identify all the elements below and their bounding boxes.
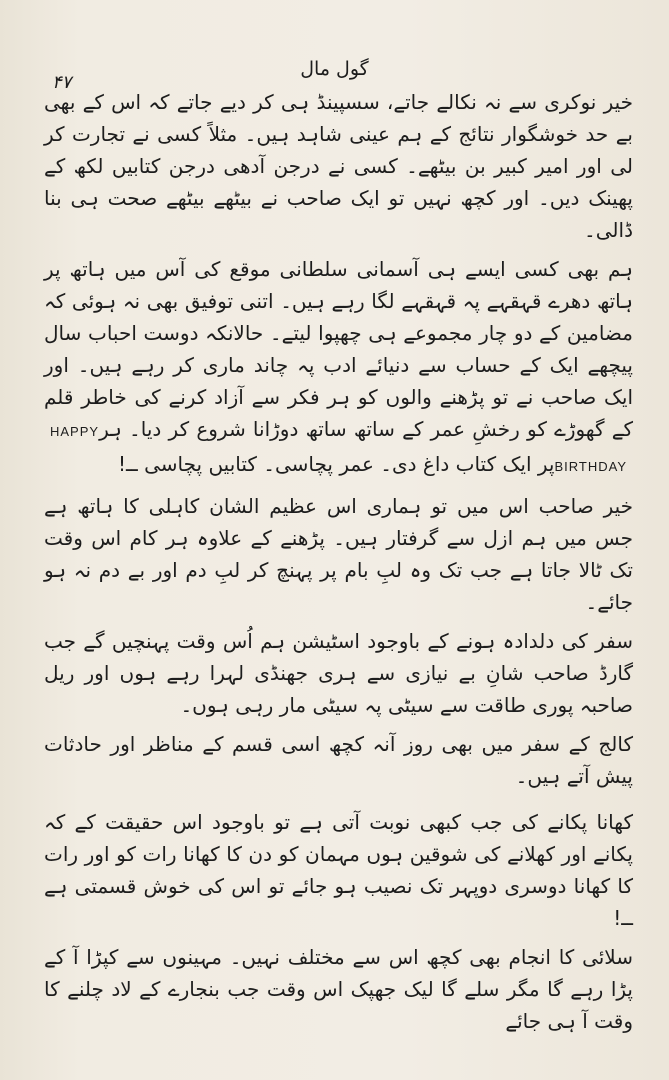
paragraph-3: خیر صاحب اس میں تو ہماری اس عظیم الشان کاہلی کا ہاتھ ہے جس میں ہم ازل سے گرفتار ہیں۔ پڑھنے کے علاوہ ہر کام اس وقت تک ٹالا جاتا ہے جب تک وہ لبِ بام پر پہنچ کر لبِ دم اور بے دم نہ ہو جائے۔ [44,494,633,614]
paragraph-7: سلائی کا انجام بھی کچھ اس سے مختلف نہیں۔ مہینوں سے کپڑا آ کے پڑا رہے گا مگر سلے گا لیک جھپک اس وقت جب بنجارے کے لاد چلنے کا وقت آ ہی جائے [44,945,633,1033]
running-header: گول مال [300,58,369,80]
paragraph-2 [44,253,633,483]
paragraph-2-text: ہم بھی کسی ایسے ہی آسمانی سلطانی موقع کی آس میں ہاتھ پر ہاتھ دھرے قہقہے پہ قہقہے لگا رہے ہیں۔ اتنی توفیق بھی نہ ہوئی کہ مضامین کے دو چار مجموعے ہی چھپوا لیتے۔ حالانکہ دوست احباب سال پیچھے ایک کے حساب سے دنیائے ادب پہ چاند ماری کر رہے ہیں۔ اور ایک صاحب نے تو پڑھنے والوں کو ہر فکر سے آزاد کرنے کی خاطر قلم کے گھوڑے کو رخشِ عمر کے ساتھ ساتھ دوڑانا شروع کر دیا۔ ہر [44,257,633,441]
paragraph-5: کالج کے سفر میں بھی روز آنہ کچھ اسی قسم کے مناظر اور حادثات پیش آتے ہیں۔ [44,732,633,788]
paragraph-4: سفر کی دلدادہ ہونے کے باوجود اسٹیشن ہم اُس وقت پہنچیں گے جب گارڈ صاحب شانِ بے نیازی سے ہری جھنڈی لہرا رہے ہوں اور ریل صاحبہ پوری طاقت سے سیٹی پہ سیٹی مار رہی ہوں۔ [44,629,633,717]
page-body [44,86,633,1044]
paragraph-6: کھانا پکانے کی جب کبھی نوبت آتی ہے تو باوجود اس حقیقت کے کہ پکانے اور کھلانے کی شوقین ہوں مہمان کو دن کا کھانا رات کو اور رات کا کھانا دوسری دوپہر تک نصیب ہو جائے تو اس کی خوش قسمتی ہے ــ! [44,810,633,930]
paragraph-1: خیر نوکری سے نہ نکالے جاتے، سسپینڈ ہی کر دیے جاتے کہ اس کے بھی بے حد خوشگوار نتائج کے ہم عینی شاہد ہیں۔ مثلاً کسی نے تجارت کر لی اور امیر کبیر بن بیٹھے۔ کسی نے درجن آدھی درجن کتابیں لکھ کے پھینک دیں۔ اور کچھ نہیں تو ایک صاحب نے بیٹھے بیٹھے صحت ہی بنا ڈالی۔ [44,90,633,242]
paragraph-2-end: پر ایک کتاب داغ دی۔ عمر پچاسی۔ کتابیں پچاسی ــ! [118,452,555,476]
page-number: ۴۷ [52,72,72,93]
happy-birthday-text: HAPPY BIRTHDAY [50,424,627,474]
